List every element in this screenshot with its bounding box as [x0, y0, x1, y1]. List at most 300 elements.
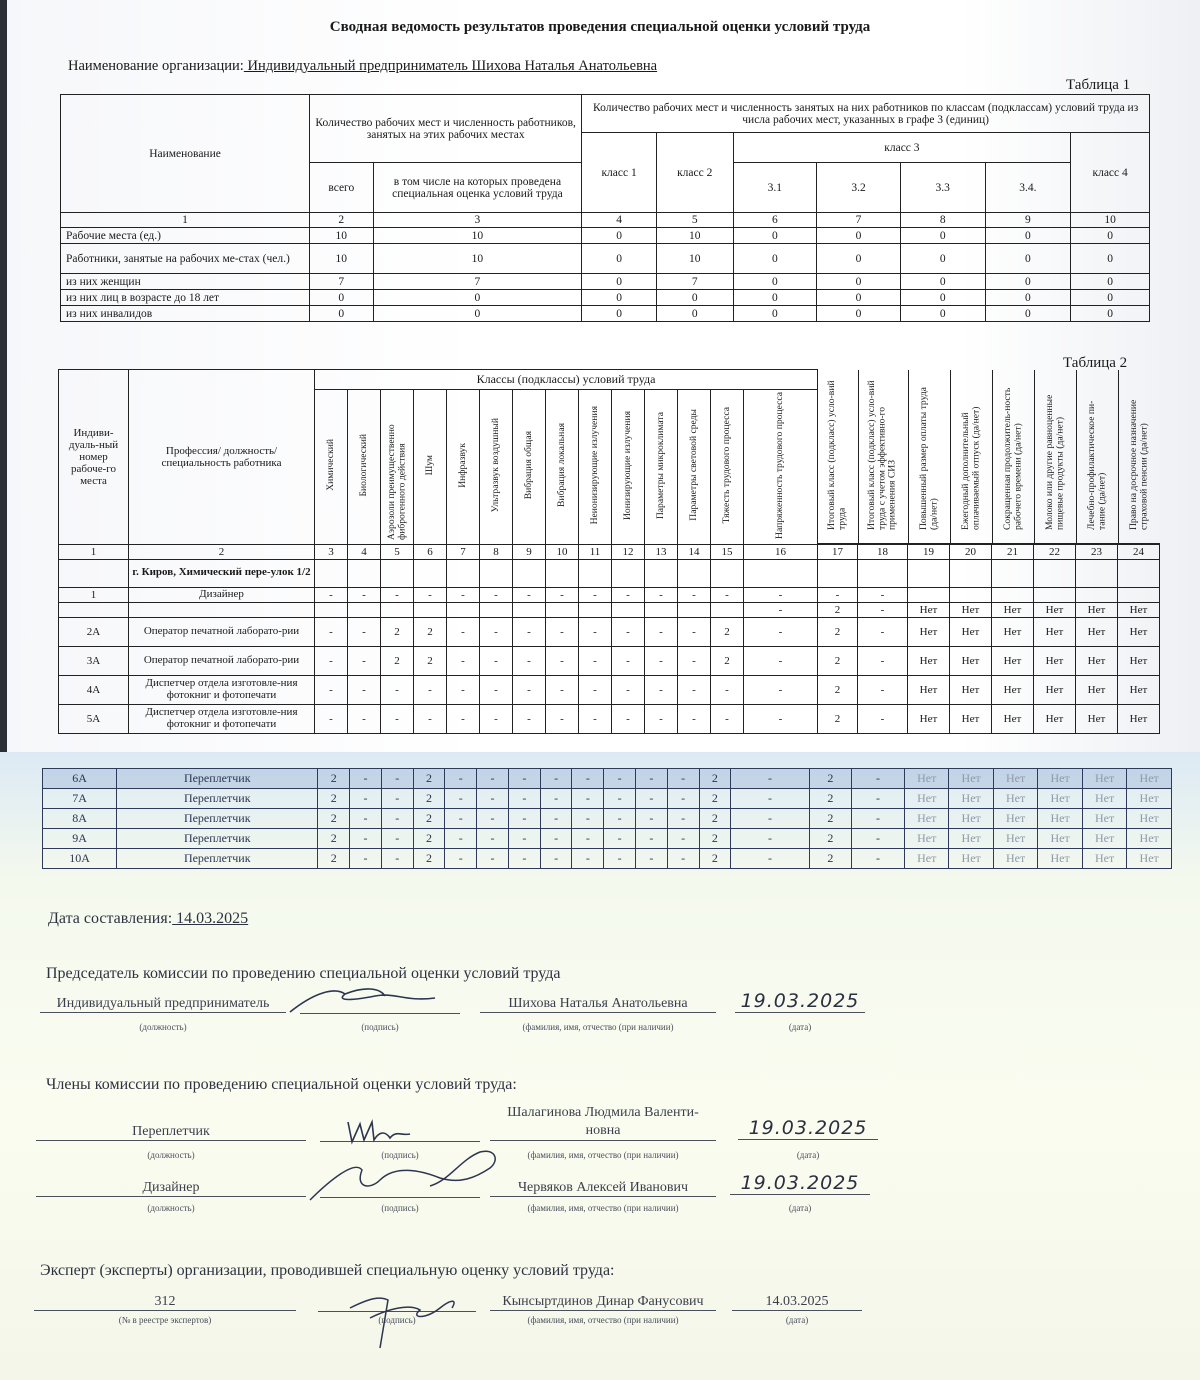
t1-cell: 0	[1071, 244, 1150, 274]
t3-cell: Нет	[1127, 769, 1172, 789]
t2-cell	[612, 559, 645, 587]
t2-colnum: 4	[348, 544, 381, 559]
t3-prof: Переплетчик	[117, 789, 318, 809]
t3-cell: -	[477, 789, 509, 809]
chair-date: 19.03.2025	[735, 990, 865, 1013]
t1-cell: 7	[373, 274, 582, 290]
t1-cell: 0	[817, 228, 901, 244]
t2-cell: -	[480, 675, 513, 704]
t3-num: 6А	[43, 769, 117, 789]
t2-cell: -	[711, 704, 744, 733]
t3-cell: -	[477, 829, 509, 849]
m2-position: Дизайнер	[36, 1180, 306, 1197]
t3-cell: -	[445, 849, 477, 869]
t2-cell: -	[678, 587, 711, 602]
cap-sign: (подпись)	[381, 1150, 419, 1160]
t2-cell: 2	[414, 617, 447, 646]
t3-cell: Нет	[949, 809, 993, 829]
t2-cell: -	[645, 617, 678, 646]
t1-head-total: всего	[310, 163, 374, 213]
t1-cell: 10	[656, 228, 733, 244]
t3-cell: -	[667, 769, 699, 789]
t3-cell: Нет	[1127, 849, 1172, 869]
t2-cell: -	[480, 646, 513, 675]
t2-colnum: 13	[645, 544, 678, 559]
table2-caption: Таблица 2	[1063, 355, 1128, 371]
t1-cell: 7	[656, 274, 733, 290]
t2-colnum: 5	[381, 544, 414, 559]
t3-cell: -	[667, 829, 699, 849]
t3-cell: -	[381, 809, 413, 829]
t3-cell: Нет	[904, 769, 948, 789]
t1-colnum: 9	[985, 213, 1071, 228]
table3	[42, 768, 1172, 869]
t3-cell: Нет	[1038, 789, 1082, 809]
t2-cell: -	[513, 587, 546, 602]
t2-factor-head	[744, 390, 818, 544]
t2-num: 4А	[59, 675, 129, 704]
t2-cell	[414, 559, 447, 587]
t2-cell	[612, 602, 645, 617]
t3-cell: Нет	[1127, 809, 1172, 829]
t2-cell	[908, 559, 950, 587]
t2-cell: Нет	[1076, 704, 1118, 733]
date-label: Дата составления:	[48, 910, 173, 927]
t2-cell: -	[678, 704, 711, 733]
t2-head-prof-text: Профессия/ должность/ специальность работника	[161, 444, 282, 469]
t2-row	[59, 617, 1160, 646]
t1-cell: 0	[985, 306, 1071, 322]
t2-head-num-text: Индиви-дуаль-ный номер рабоче-го места	[68, 426, 119, 487]
expert-signature	[340, 1278, 470, 1358]
t3-cell: -	[852, 769, 905, 789]
t3-cell: -	[445, 829, 477, 849]
t1-row-name: из них женщин	[61, 274, 310, 290]
t2-factor-label: Химический	[324, 439, 336, 492]
t1-head-32: 3.2	[817, 163, 901, 213]
scan-edge	[0, 0, 7, 752]
t1-cell: 0	[817, 306, 901, 322]
t2-cell: 2	[818, 602, 858, 617]
t2-cell	[348, 602, 381, 617]
t3-cell: -	[508, 769, 540, 789]
t2-cell: Нет	[908, 646, 950, 675]
t2-cell: Нет	[1034, 704, 1076, 733]
t1-colnum: 1	[61, 213, 310, 228]
t2-cell	[1034, 587, 1076, 602]
t3-num: 9А	[43, 829, 117, 849]
t2-head-classes: Классы (подклассы) условий труда	[315, 370, 818, 390]
t3-cell: Нет	[949, 769, 993, 789]
t2-cell	[480, 559, 513, 587]
t2-cell: -	[546, 675, 579, 704]
t2-factor-label: Биологический	[357, 434, 369, 497]
t1-cell: 0	[733, 306, 817, 322]
t3-cell: Нет	[1082, 829, 1126, 849]
t1-row	[61, 306, 1150, 322]
t2-colnum: 18	[858, 544, 908, 559]
t2-cell: -	[858, 587, 908, 602]
t2-cell	[579, 559, 612, 587]
cap-sign: (подпись)	[361, 1022, 399, 1032]
t3-cell: Нет	[993, 769, 1037, 789]
t2-colnum: 17	[818, 544, 858, 559]
cap-position: (должность)	[147, 1203, 195, 1213]
t3-cell: 2	[809, 809, 851, 829]
t2-factor-head	[348, 390, 381, 544]
t3-cell: -	[852, 809, 905, 829]
t1-cell: 0	[733, 290, 817, 306]
t3-cell: -	[540, 769, 572, 789]
t2-row-cont	[59, 602, 1160, 617]
t2-cell: -	[645, 587, 678, 602]
date-line	[48, 910, 248, 928]
t2-factor-label: Шум	[423, 455, 435, 476]
t3-cell: Нет	[1127, 829, 1172, 849]
chair-title: Председатель комиссии по проведению специальной оценки условий труда	[46, 965, 561, 982]
t2-cell: -	[414, 675, 447, 704]
t3-cell: -	[604, 829, 636, 849]
t2-cell	[858, 559, 908, 587]
t2-cell: Нет	[950, 617, 992, 646]
t1-cell: 0	[733, 228, 817, 244]
t2-head-prof	[129, 370, 315, 545]
t2-extra-head	[992, 370, 1034, 544]
t2-cell	[414, 602, 447, 617]
t2-section: г. Киров, Химический пере-улок 1/2	[129, 559, 315, 587]
t1-row-name: из них лиц в возрасте до 18 лет	[61, 290, 310, 306]
t2-colnum: 1	[59, 544, 129, 559]
t2-prof: Оператор печатной лаборато-рии	[129, 617, 315, 646]
t3-num: 8А	[43, 809, 117, 829]
t1-cell: 0	[985, 274, 1071, 290]
t2-factor-label: Аэрозоли преимущественно фиброгенного действия	[385, 424, 407, 541]
t3-cell: 2	[699, 829, 731, 849]
t3-cell: -	[604, 849, 636, 869]
members-title: Члены комиссии по проведению специальной оценки условий труда:	[46, 1076, 517, 1093]
t3-cell: -	[381, 789, 413, 809]
t2-cell: -	[645, 704, 678, 733]
t2-cell	[513, 559, 546, 587]
t2-cell	[315, 602, 348, 617]
t2-cell: -	[348, 587, 381, 602]
t2-factor-head	[480, 390, 513, 544]
cap-position: (должность)	[147, 1150, 195, 1160]
t2-cell: -	[678, 675, 711, 704]
t2-cell: Нет	[950, 602, 992, 617]
t3-cell: 2	[413, 829, 445, 849]
t2-factor-head	[645, 390, 678, 544]
t3-cell: -	[731, 809, 809, 829]
t3-cell: -	[508, 829, 540, 849]
t2-cell: Нет	[1118, 617, 1160, 646]
t2-cell: -	[645, 675, 678, 704]
t2-cell	[950, 587, 992, 602]
t2-factor-label: Вибрация общая	[522, 431, 534, 500]
t3-cell: 2	[413, 769, 445, 789]
t3-cell: -	[604, 789, 636, 809]
t1-cell: 0	[1071, 274, 1150, 290]
t3-row	[43, 829, 1172, 849]
t2-factor-label: Напряженность трудового процесса	[774, 391, 786, 539]
t2-cell: -	[480, 587, 513, 602]
t2-colnum: 9	[513, 544, 546, 559]
cap-fio: (фамилия, имя, отчество (при наличии)	[527, 1203, 679, 1213]
t3-row	[43, 849, 1172, 869]
t2-factor-label: Тяжесть трудового процесса	[720, 407, 732, 524]
t2-cell: -	[612, 646, 645, 675]
t2-cell: -	[348, 646, 381, 675]
t1-cell: 0	[900, 228, 985, 244]
m1-date: 19.03.2025	[738, 1117, 878, 1140]
t2-cell: -	[645, 646, 678, 675]
t1-cell: 0	[582, 290, 657, 306]
t2-cell: -	[315, 587, 348, 602]
t2-cell: Нет	[992, 704, 1034, 733]
t2-cell: 2	[711, 646, 744, 675]
t1-cell: 0	[733, 274, 817, 290]
chair-position: Индивидуальный предприниматель	[40, 996, 286, 1013]
t2-extra-label: Молоко или другие равноценные пищевые продукты (да/нет)	[1043, 394, 1065, 530]
t3-cell: 2	[318, 809, 350, 829]
t2-cell: -	[579, 646, 612, 675]
t3-cell: Нет	[1038, 809, 1082, 829]
t2-cell: -	[348, 617, 381, 646]
t2-cell: -	[744, 646, 818, 675]
t3-cell: 2	[318, 849, 350, 869]
t2-cell	[59, 602, 129, 617]
expert-name: Кынсыртдинов Динар Фанусович	[490, 1294, 716, 1311]
t3-cell: -	[477, 849, 509, 869]
t2-cell	[1034, 559, 1076, 587]
t2-cell: 2	[818, 646, 858, 675]
t2-cell: -	[315, 675, 348, 704]
t2-cell: Нет	[1076, 675, 1118, 704]
t2-colnum: 24	[1118, 544, 1160, 559]
t2-cell: -	[315, 617, 348, 646]
t2-cell: -	[546, 617, 579, 646]
t1-colnum: 6	[733, 213, 817, 228]
t3-cell: -	[540, 849, 572, 869]
t3-row	[43, 789, 1172, 809]
t3-cell: 2	[413, 789, 445, 809]
t2-cell	[513, 602, 546, 617]
t2-cell: 2	[414, 646, 447, 675]
t3-cell: -	[852, 849, 905, 869]
t3-prof: Переплетчик	[117, 809, 318, 829]
t3-cell: -	[540, 829, 572, 849]
t2-cell: Нет	[908, 704, 950, 733]
t2-factor-head	[414, 390, 447, 544]
t2-cell	[59, 559, 129, 587]
t2-cell: -	[414, 587, 447, 602]
t1-head-places: Количество рабочих мест и численность работников, занятых на этих рабочих местах	[310, 95, 582, 163]
t3-cell: Нет	[993, 809, 1037, 829]
t2-cell	[1076, 559, 1118, 587]
t3-cell: Нет	[949, 849, 993, 869]
t1-colnum: 7	[817, 213, 901, 228]
t2-row	[59, 646, 1160, 675]
t2-colnum: 6	[414, 544, 447, 559]
t2-cell: -	[612, 704, 645, 733]
t2-extra-label: Лечебно-профилактическое пи-тание (да/нет)	[1085, 400, 1107, 530]
t2-extra-head	[1034, 370, 1076, 544]
t2-head-num	[59, 370, 129, 545]
org-label: Наименование организации:	[68, 58, 244, 74]
t2-extra-head	[1118, 370, 1160, 544]
t1-cell: 7	[310, 274, 374, 290]
t1-head-classes: Количество рабочих мест и численность занятых на них работников по классам (подклассам) условий труда из числа рабочих мест, указанных в графе 3 (единиц)	[582, 95, 1150, 133]
t2-cell: Нет	[1118, 704, 1160, 733]
t1-cell: 0	[656, 306, 733, 322]
t2-num: 3А	[59, 646, 129, 675]
t2-cell: -	[447, 675, 480, 704]
t2-cell	[678, 559, 711, 587]
t2-row	[59, 587, 1160, 602]
t1-cell: 0	[817, 274, 901, 290]
t3-cell: -	[667, 789, 699, 809]
t3-cell: -	[636, 789, 668, 809]
t1-cell: 0	[985, 290, 1071, 306]
t1-cell: 0	[373, 290, 582, 306]
t2-cell: -	[579, 704, 612, 733]
m1-name: Шалагинова Людмила Валенти-новна	[490, 1104, 716, 1141]
t2-cell: -	[612, 617, 645, 646]
t3-cell: 2	[318, 829, 350, 849]
t3-cell: Нет	[1127, 789, 1172, 809]
t2-extra-head-table	[818, 370, 1160, 544]
t1-head-assessed: в том числе на которых проведена специальная оценка условий труда	[373, 163, 582, 213]
t2-factor-label: Ультразвук воздушный	[489, 418, 501, 513]
t3-cell: -	[445, 789, 477, 809]
t2-cell	[315, 559, 348, 587]
t2-factor-head	[579, 390, 612, 544]
t3-cell: 2	[809, 849, 851, 869]
t1-cell: 0	[985, 228, 1071, 244]
t3-cell: -	[667, 849, 699, 869]
t3-cell: 2	[318, 789, 350, 809]
t1-row	[61, 244, 1150, 274]
t1-cell: 0	[900, 244, 985, 274]
t3-cell: -	[350, 829, 382, 849]
document-title: Сводная ведомость результатов проведения специальной оценки условий труда	[329, 19, 871, 35]
t3-cell: Нет	[993, 829, 1037, 849]
t1-cell: 0	[985, 244, 1071, 274]
t3-cell: Нет	[904, 809, 948, 829]
t2-cell: Нет	[908, 675, 950, 704]
t1-cell: 0	[900, 274, 985, 290]
t2-num: 1	[59, 587, 129, 602]
t2-cell: -	[447, 646, 480, 675]
t1-colnum: 10	[1071, 213, 1150, 228]
t3-cell: -	[540, 789, 572, 809]
t2-cell	[711, 602, 744, 617]
t1-cell: 0	[582, 274, 657, 290]
t3-cell: -	[852, 829, 905, 849]
t3-cell: -	[445, 809, 477, 829]
t3-cell: 2	[699, 849, 731, 869]
t1-cell: 0	[1071, 290, 1150, 306]
t1-colnum: 4	[582, 213, 657, 228]
t2-cell: -	[858, 675, 908, 704]
t3-cell: -	[540, 809, 572, 829]
t2-cell: -	[414, 704, 447, 733]
t2-section-row	[59, 559, 1160, 587]
t1-row	[61, 290, 1150, 306]
t1-cell: 0	[1071, 306, 1150, 322]
t3-cell: 2	[699, 769, 731, 789]
t3-prof: Переплетчик	[117, 769, 318, 789]
t2-cell: -	[579, 587, 612, 602]
t2-cell	[546, 559, 579, 587]
t2-cell: -	[858, 602, 908, 617]
t3-cell: -	[572, 849, 604, 869]
t1-head-c2: класс 2	[656, 133, 733, 213]
t2-colnum: 21	[992, 544, 1034, 559]
t2-cell: -	[513, 675, 546, 704]
expert-date: 14.03.2025	[732, 1294, 862, 1311]
t2-cell	[348, 559, 381, 587]
t3-cell: -	[381, 849, 413, 869]
t2-extra-label: Повышенный размер оплаты труда (да/нет)	[917, 386, 939, 530]
t2-cell: -	[513, 704, 546, 733]
t3-cell: Нет	[904, 849, 948, 869]
t3-cell: Нет	[1082, 809, 1126, 829]
t2-colnum: 7	[447, 544, 480, 559]
t2-extra-label: Итоговый класс (подкласс) усло-вий труда с учетом эффективно-го применения СИЗ	[866, 379, 899, 530]
cap-position: (должность)	[139, 1022, 187, 1032]
t2-cell	[678, 602, 711, 617]
t3-cell: -	[572, 769, 604, 789]
t2-cell	[447, 602, 480, 617]
t1-cell: 0	[817, 244, 901, 274]
t1-cell: 0	[817, 290, 901, 306]
t3-cell: -	[508, 809, 540, 829]
t2-cell	[447, 559, 480, 587]
t3-cell: Нет	[993, 789, 1037, 809]
m1-position: Переплетчик	[36, 1124, 306, 1141]
m2-date: 19.03.2025	[730, 1172, 870, 1195]
t2-factor-head	[711, 390, 744, 544]
t2-cell: -	[381, 587, 414, 602]
t1-cell: 10	[656, 244, 733, 274]
t2-cell: -	[612, 587, 645, 602]
t2-cell: Нет	[1118, 602, 1160, 617]
t3-row	[43, 769, 1172, 789]
t2-extra-head	[950, 370, 992, 544]
t1-cell: 10	[373, 244, 582, 274]
t1-head-c3: класс 3	[733, 133, 1071, 163]
t1-head-34: 3.4.	[985, 163, 1071, 213]
t2-factor-label: Инфразвук	[456, 442, 468, 488]
t1-cell: 0	[900, 306, 985, 322]
t2-cell	[645, 602, 678, 617]
t2-cell	[129, 602, 315, 617]
t2-factor-label: Параметры микроклимата	[654, 411, 666, 519]
t2-cell	[908, 587, 950, 602]
t2-prof: Диспетчер отдела изготовле-ния фотокниг и фотопечати	[129, 704, 315, 733]
t2-cell: -	[447, 704, 480, 733]
t2-cell: Нет	[950, 675, 992, 704]
t1-cell: 0	[373, 306, 582, 322]
t2-colnum: 19	[908, 544, 950, 559]
t2-cell	[645, 559, 678, 587]
t1-cell: 0	[582, 306, 657, 322]
t2-cell: -	[381, 675, 414, 704]
t3-cell: -	[852, 789, 905, 809]
t2-colnum: 3	[315, 544, 348, 559]
m2-signature	[300, 1140, 510, 1210]
